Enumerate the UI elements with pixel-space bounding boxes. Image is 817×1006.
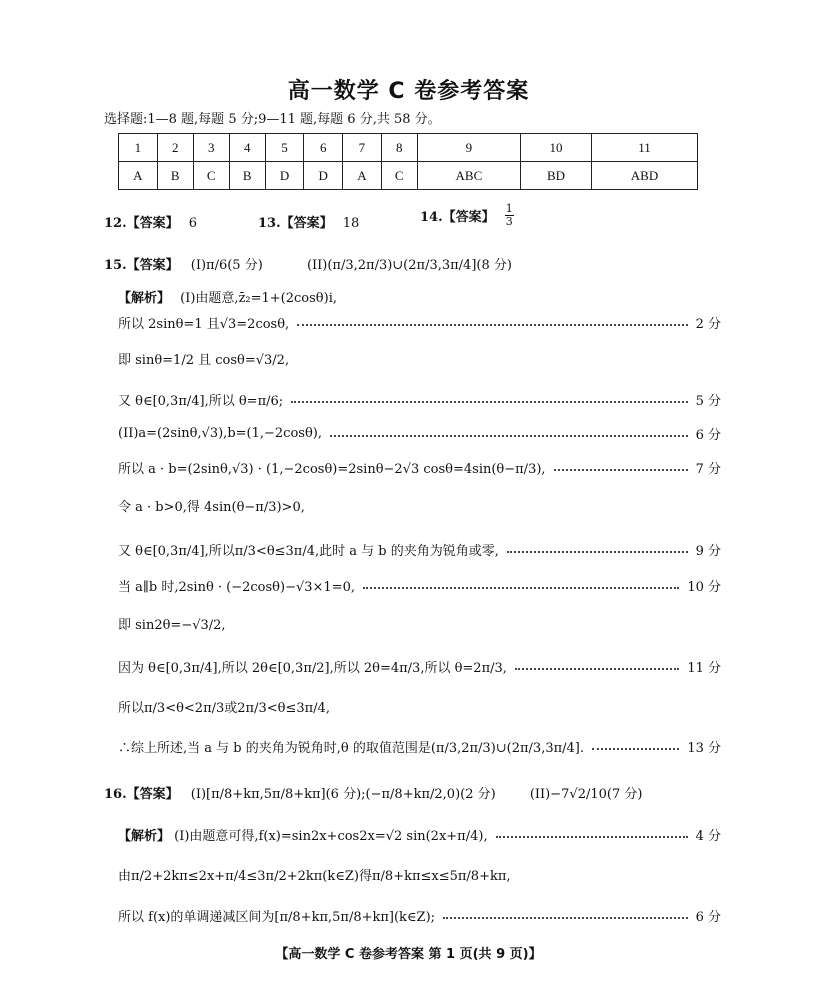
- q16-answer-line: [104, 783, 642, 802]
- table-answer-cell: ABD: [591, 162, 697, 190]
- q15-line: 令 a · b>0,得 4sin(θ−π/3)>0,: [118, 500, 305, 515]
- q15-jiexi-label: 【解析】: [118, 291, 171, 306]
- q16-line: (I)由题意可得,f(x)=sin2x+cos2x=√2 sin(2x+π/4),: [174, 829, 488, 844]
- q15-step: [118, 390, 721, 409]
- q16-step: [118, 825, 721, 844]
- leader-dots: [515, 668, 679, 670]
- q15-line: ∴综上所述,当 a 与 b 的夹角为锐角时,θ 的取值范围是(π/3,2π/3)∪(2π/3,3π/4].: [118, 741, 584, 756]
- q15-step: [118, 697, 721, 716]
- table-answer-cell: D: [265, 162, 304, 190]
- leader-dots: [507, 551, 688, 553]
- q13-label: 13.【答案】: [258, 216, 333, 231]
- q15-step: [118, 614, 721, 633]
- q16-first: [118, 825, 488, 844]
- q15-line: 又 θ∈[0,3π/4],所以 θ=π/6;: [118, 394, 284, 409]
- q15-line: 所以π/3<θ<2π/3或2π/3<θ≤3π/4,: [118, 701, 330, 716]
- table-answer-cell: ABC: [417, 162, 520, 190]
- table-answer-cell: A: [119, 162, 158, 190]
- q15-line: (I)由题意,z̄₂=1+(2cosθ)i,: [180, 291, 337, 306]
- q16-jiexi-label: 【解析】: [118, 829, 171, 844]
- q16-label: 16.【答案】: [104, 787, 179, 802]
- q15-step: [118, 540, 721, 559]
- q15-analysis: [118, 287, 337, 306]
- leader-dots: [363, 587, 679, 589]
- q15-label: 15.【答案】: [104, 258, 179, 273]
- leader-dots: [291, 401, 687, 403]
- q16-line: 所以 f(x)的单调递减区间为[π/8+kπ,5π/8+kπ](k∈Z);: [118, 910, 436, 925]
- score: 11 分: [687, 661, 721, 676]
- score: 10 分: [687, 580, 721, 595]
- page-footer: 【高一数学 C 卷参考答案 第 1 页(共 9 页)】: [275, 947, 542, 962]
- q13: [258, 212, 359, 231]
- table-header-cell: 7: [343, 134, 382, 162]
- q12-label: 12.【答案】: [104, 216, 179, 231]
- q16-step: [118, 906, 721, 925]
- q15-step: [118, 313, 721, 332]
- leader-dots: [443, 917, 688, 919]
- q12: [104, 212, 197, 231]
- q15-line: 当 a∥b 时,2sinθ · (−2cosθ)−√3×1=0,: [118, 580, 355, 595]
- table-header-cell: 3: [193, 134, 229, 162]
- q15-step: [118, 496, 721, 515]
- q14: [420, 203, 515, 228]
- q15-step: [118, 657, 721, 676]
- table-header-cell: 4: [229, 134, 265, 162]
- leader-dots: [554, 469, 688, 471]
- score: 13 分: [687, 741, 721, 756]
- table-answer-cell: C: [381, 162, 417, 190]
- table-header-cell: 10: [521, 134, 592, 162]
- q12-answer: 6: [188, 216, 198, 231]
- table-header-cell: 8: [381, 134, 417, 162]
- table-header-cell: 2: [157, 134, 193, 162]
- score: 7 分: [695, 462, 721, 477]
- table-answer-cell: B: [229, 162, 265, 190]
- score: 9 分: [695, 544, 721, 559]
- table-answer-cell: B: [157, 162, 193, 190]
- choice-intro: 选择题:1—8 题,每题 5 分;9—11 题,每题 6 分,共 58 分。: [104, 112, 441, 127]
- leader-dots: [592, 748, 679, 750]
- answer-table: [118, 133, 698, 190]
- leader-dots: [330, 435, 688, 437]
- q15-line: 又 θ∈[0,3π/4],所以π/3<θ≤3π/4,此时 a 与 b 的夹角为锐角或零,: [118, 544, 499, 559]
- score: 6 分: [695, 910, 721, 925]
- q15-answer-2: (II)(π/3,2π/3)∪(2π/3,3π/4](8 分): [306, 258, 512, 273]
- page-title: 高一数学 C 卷参考答案: [287, 79, 530, 104]
- q16-answer-2: (II)−7√2/10(7 分): [529, 787, 643, 802]
- score: 2 分: [695, 317, 721, 332]
- q16-step: [118, 865, 721, 884]
- q14-denominator: 3: [505, 215, 513, 228]
- q15-line: 所以 2sinθ=1 且√3=2cosθ,: [118, 317, 290, 332]
- q14-label: 14.【答案】: [420, 210, 495, 225]
- score: 4 分: [695, 829, 721, 844]
- table-answer-cell: D: [304, 162, 343, 190]
- q15-step: [118, 737, 721, 756]
- table-header-cell: 5: [265, 134, 304, 162]
- table-answer-cell: BD: [521, 162, 592, 190]
- q15-line: (II)a=(2sinθ,√3),b=(1,−2cosθ),: [118, 426, 322, 441]
- q16-line: 由π/2+2kπ≤2x+π/4≤3π/2+2kπ(k∈Z)得π/8+kπ≤x≤5π/8+kπ,: [118, 869, 511, 884]
- score: 6 分: [695, 428, 721, 443]
- q13-answer: 18: [342, 216, 360, 231]
- score: 5 分: [695, 394, 721, 409]
- table-answer-cell: A: [343, 162, 382, 190]
- q15-step: [118, 424, 721, 443]
- leader-dots: [297, 324, 687, 326]
- q14-numerator: 1: [505, 202, 513, 215]
- q15-step: [118, 458, 721, 477]
- table-answer-cell: C: [193, 162, 229, 190]
- q15-answer-line: [104, 254, 512, 273]
- q15-step: [118, 349, 721, 368]
- q15-answer-1: (I)π/6(5 分): [190, 258, 263, 273]
- q14-answer: [505, 203, 514, 228]
- table-header-cell: 1: [119, 134, 158, 162]
- table-answer-row: [119, 162, 698, 190]
- leader-dots: [496, 836, 688, 838]
- table-header-cell: 9: [417, 134, 520, 162]
- table-header-cell: 11: [591, 134, 697, 162]
- q15-step: [118, 576, 721, 595]
- table-header-row: [119, 134, 698, 162]
- q15-line: 所以 a · b=(2sinθ,√3) · (1,−2cosθ)=2sinθ−2√3 cosθ=4sin(θ−π/3),: [118, 462, 546, 477]
- q16-answer-1: (I)[π/8+kπ,5π/8+kπ](6 分);(−π/8+kπ/2,0)(2 分): [190, 787, 496, 802]
- q15-line: 即 sinθ=1/2 且 cosθ=√3/2,: [118, 353, 290, 368]
- table-header-cell: 6: [304, 134, 343, 162]
- q15-line: 因为 θ∈[0,3π/4],所以 2θ∈[0,3π/2],所以 2θ=4π/3,所以 θ=2π/3,: [118, 661, 507, 676]
- q15-line: 即 sin2θ=−√3/2,: [118, 618, 226, 633]
